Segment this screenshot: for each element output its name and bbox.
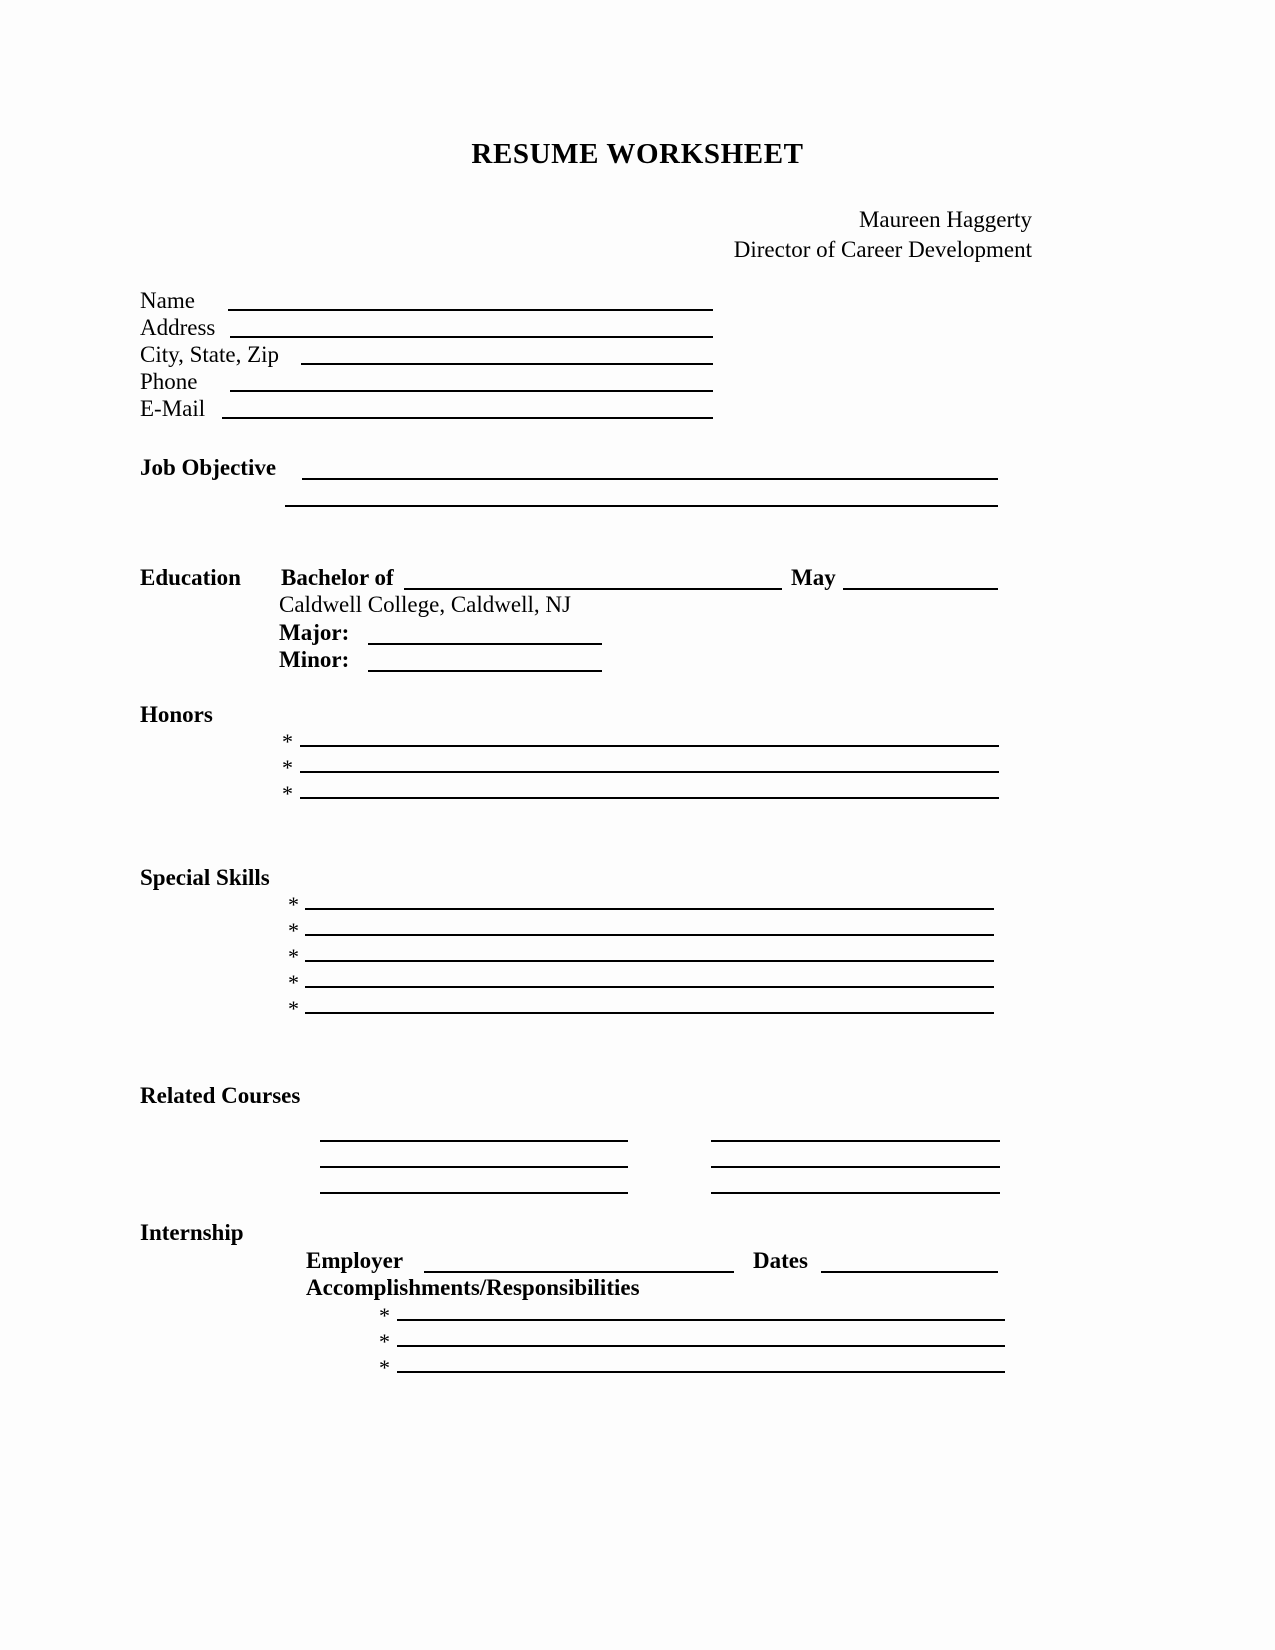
field-email[interactable] xyxy=(140,396,279,423)
field-city-state-zip[interactable] xyxy=(140,342,279,369)
internship-rule-2[interactable] xyxy=(397,1345,1005,1347)
honors-bullet-1: * xyxy=(282,729,293,754)
internship-rule-3[interactable] xyxy=(397,1371,1005,1373)
education-minor-rule[interactable] xyxy=(368,670,602,672)
honors-rule-2[interactable] xyxy=(300,771,999,773)
internship-dates-rule[interactable] xyxy=(821,1271,998,1273)
special-skills-bullet-1: * xyxy=(288,892,299,917)
honors-rule-3[interactable] xyxy=(300,797,999,799)
field-name-rule[interactable] xyxy=(228,309,713,311)
related-courses-rule-r1c2[interactable] xyxy=(711,1140,1000,1142)
internship-employer-label: Employer xyxy=(306,1248,404,1273)
education-major-label: Major: xyxy=(279,620,350,645)
section-label-internship: Internship xyxy=(140,1220,244,1245)
field-address[interactable] xyxy=(140,315,279,342)
education-degree-label: Bachelor of xyxy=(281,565,394,590)
page-title: RESUME WORKSHEET xyxy=(471,138,804,170)
related-courses-rule-r3c2[interactable] xyxy=(711,1192,1000,1194)
field-name[interactable] xyxy=(140,288,279,315)
internship-employer-rule[interactable] xyxy=(424,1271,734,1273)
education-degree-rule[interactable] xyxy=(404,588,782,590)
special-skills-bullet-3: * xyxy=(288,944,299,969)
section-label-special-skills: Special Skills xyxy=(140,865,270,890)
special-skills-rule-1[interactable] xyxy=(305,908,994,910)
author-role: Director of Career Development xyxy=(733,237,1032,262)
contact-block xyxy=(140,288,279,423)
section-label-honors: Honors xyxy=(140,702,213,727)
internship-bullet-3: * xyxy=(379,1355,390,1380)
internship-dates-label: Dates xyxy=(753,1248,808,1273)
internship-bullet-2: * xyxy=(379,1329,390,1354)
education-date-label: May xyxy=(791,565,836,590)
author-block xyxy=(734,205,1032,265)
field-email-label: E-Mail xyxy=(140,396,206,421)
special-skills-rule-2[interactable] xyxy=(305,934,994,936)
internship-accomplishments-label: Accomplishments/Responsibilities xyxy=(306,1275,640,1300)
related-courses-rule-r3c1[interactable] xyxy=(320,1192,628,1194)
education-major-rule[interactable] xyxy=(368,643,602,645)
education-minor-label: Minor: xyxy=(279,647,350,672)
field-address-rule[interactable] xyxy=(230,336,713,338)
related-courses-rule-r2c1[interactable] xyxy=(320,1166,628,1168)
special-skills-bullet-5: * xyxy=(288,996,299,1021)
job-objective-rule-1[interactable] xyxy=(302,478,998,480)
honors-bullet-2: * xyxy=(282,755,293,780)
field-email-rule[interactable] xyxy=(222,417,713,419)
section-label-related-courses: Related Courses xyxy=(140,1083,301,1108)
honors-bullet-3: * xyxy=(282,781,293,806)
job-objective-rule-2[interactable] xyxy=(285,505,998,507)
section-label-job-objective: Job Objective xyxy=(140,455,277,480)
author-name: Maureen Haggerty xyxy=(858,207,1032,232)
field-phone-label: Phone xyxy=(140,369,198,394)
education-date-rule[interactable] xyxy=(843,588,998,590)
special-skills-rule-5[interactable] xyxy=(305,1012,994,1014)
internship-rule-1[interactable] xyxy=(397,1319,1005,1321)
field-city-state-zip-rule[interactable] xyxy=(301,363,713,365)
special-skills-bullet-2: * xyxy=(288,918,299,943)
internship-bullet-1: * xyxy=(379,1303,390,1328)
special-skills-bullet-4: * xyxy=(288,970,299,995)
field-city-state-zip-label: City, State, Zip xyxy=(140,342,280,367)
section-label-education: Education xyxy=(140,565,241,590)
special-skills-rule-4[interactable] xyxy=(305,986,994,988)
special-skills-rule-3[interactable] xyxy=(305,960,994,962)
related-courses-rule-r1c1[interactable] xyxy=(320,1140,628,1142)
field-phone-rule[interactable] xyxy=(230,390,713,392)
education-school: Caldwell College, Caldwell, NJ xyxy=(279,592,571,617)
field-phone[interactable] xyxy=(140,369,279,396)
field-address-label: Address xyxy=(140,315,216,340)
related-courses-rule-r2c2[interactable] xyxy=(711,1166,1000,1168)
honors-rule-1[interactable] xyxy=(300,745,999,747)
field-name-label: Name xyxy=(140,288,195,313)
